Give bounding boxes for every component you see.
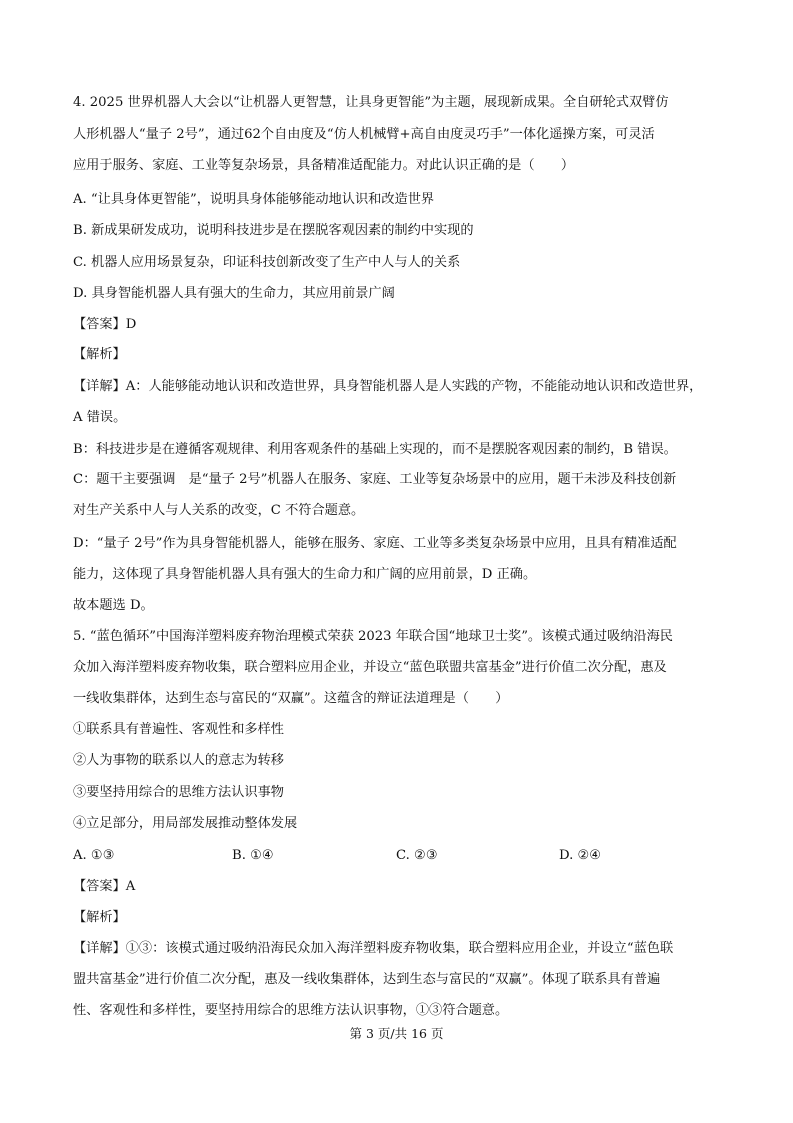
q5-detail-line: 盟共富基金”进行价值二次分配，惠及一线收集群体，达到生态与富民的“双赢”。体现了联系具有普遍 (73, 972, 661, 987)
page-footer: 第 3 页/共 16 页 (349, 1026, 444, 1041)
q4-option-a: A. “让具身体更智能”，说明具身体能够能动地认识和改造世界 (73, 192, 435, 207)
q5-stem-line: 5. “蓝色循环”中国海洋塑料废弃物治理模式荣获 2023 年联合国“地球卫士奖”。该模式通过吸纳沿海民 (73, 629, 673, 644)
q5-statement-4: ④立足部分，用局部发展推动整体发展 (73, 816, 298, 831)
q4-stem-line: 人形机器人“量子 2号”，通过62个自由度及“仿人机械臂+高自由度灵巧手”一体化遥操方案，可灵活 (73, 127, 655, 142)
q5-choice-d: D. ②④ (559, 848, 602, 863)
q4-detail-line: A 错误。 (73, 410, 127, 425)
q4-detail-line: C：题干主要强调 是“量子 2号”机器人在服务、家庭、工业等复杂场景中的应用，题干未涉及科技创新 (73, 472, 677, 487)
q4-option-b: B. 新成果研发成功，说明科技进步是在摆脱客观因素的制约中实现的 (73, 223, 474, 238)
q5-detail-line: 性、客观性和多样性，要坚持用综合的思维方法认识事物，①③符合题意。 (73, 1003, 509, 1018)
q4-detail-line: D：“量子 2号”作为具身智能机器人，能够在服务、家庭、工业等多类复杂场景中应用，且具有精准适配 (73, 536, 677, 551)
q4-detail-line: 【详解】A：人能够能动地认识和改造世界，具身智能机器人是人实践的产物，不能能动地认识和改造世界， (73, 379, 703, 394)
q5-analysis-label: 【解析】 (73, 910, 126, 925)
q4-detail-line: B：科技进步是在遵循客观规律、利用客观条件的基础上实现的，而不是摆脱客观因素的制约，B 错误。 (73, 442, 677, 457)
q4-detail-line: 故本题选 D。 (73, 598, 154, 613)
q4-answer: 【答案】D (73, 317, 137, 332)
q4-detail-line: 对生产关系中人与人关系的改变，C 不符合题意。 (73, 503, 365, 518)
q5-statement-2: ②人为事物的联系以人的意志为转移 (73, 753, 284, 768)
q5-choice-c: C. ②③ (396, 848, 438, 863)
q4-analysis-label: 【解析】 (73, 347, 126, 362)
q5-statement-1: ①联系具有普遍性、客观性和多样性 (73, 722, 284, 737)
q5-stem-line: 一线收集群体，达到生态与富民的“双赢”。这蕴含的辩证法道理是（ ） (73, 691, 509, 706)
q5-choice-b: B. ①④ (232, 848, 274, 863)
q5-statement-3: ③要坚持用综合的思维方法认识事物 (73, 785, 284, 800)
q5-stem-line: 众加入海洋塑料废弃物收集，联合塑料应用企业，并设立“蓝色联盟共富基金”进行价值二次分配，惠及 (73, 660, 667, 675)
q4-detail-line: 能力，这体现了具身智能机器人具有强大的生命力和广阔的应用前景，D 正确。 (73, 567, 537, 582)
q5-detail-line: 【详解】①③：该模式通过吸纳沿海民众加入海洋塑料废弃物收集，联合塑料应用企业，并设立“蓝色联 (73, 941, 674, 956)
q4-option-c: C. 机器人应用场景复杂，印证科技创新改变了生产中人与人的关系 (73, 255, 461, 270)
q5-answer: 【答案】A (73, 879, 136, 894)
q5-choice-a: A. ①③ (73, 848, 115, 863)
q4-stem-line: 应用于服务、家庭、工业等复杂场景，具备精准适配能力。对此认识正确的是（ ） (73, 158, 575, 173)
q4-option-d: D. 具身智能机器人具有强大的生命力，其应用前景广阔 (73, 286, 395, 301)
q4-stem-line: 4. 2025 世界机器人大会以“让机器人更智慧，让具身更智能”为主题，展现新成果。全自研轮式双臂仿 (73, 95, 669, 110)
